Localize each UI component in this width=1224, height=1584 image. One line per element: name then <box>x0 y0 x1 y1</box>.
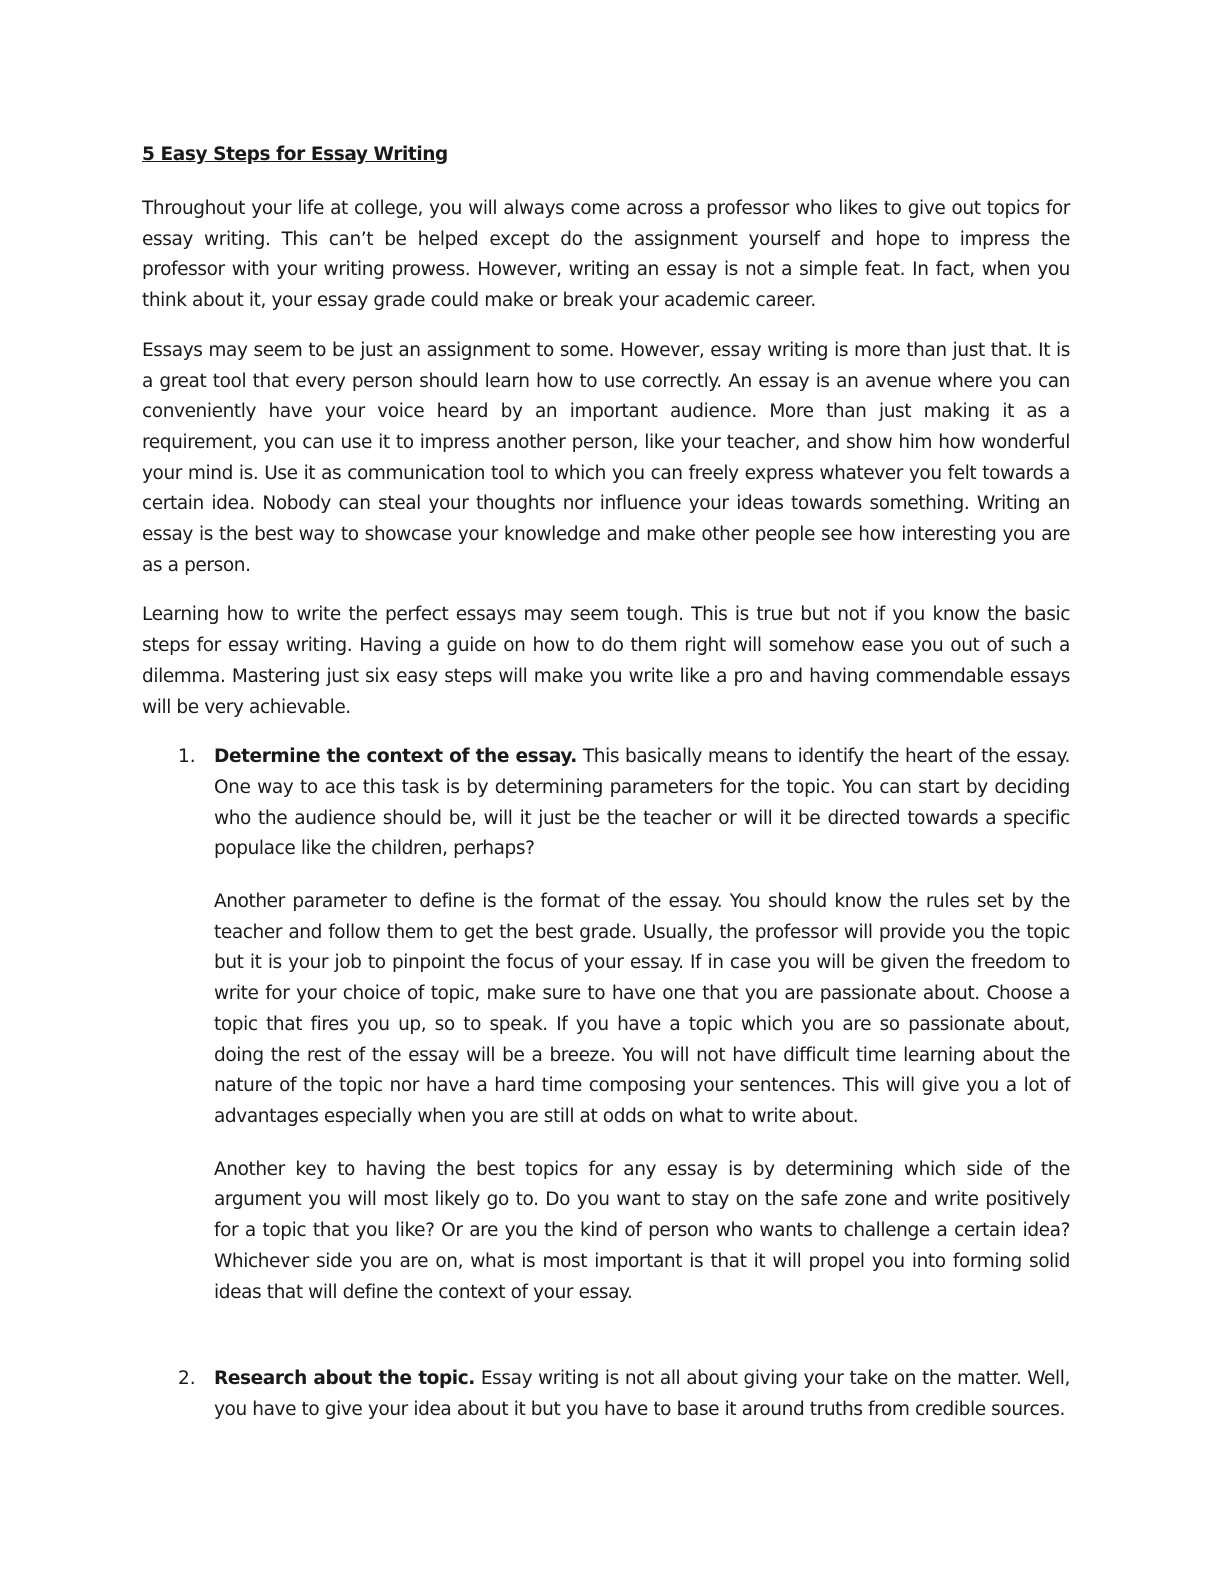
intro-paragraph-1: Throughout your life at college, you will always come across a professor who likes to give out topics for essay writing. This can’t be helped except do the assignment yourself and hope to impress the professor with your writing prowess. However, writing an essay is not a simple feat. In fact, when you think about it, your essay grade could make or break your academic career. <box>142 198 1070 312</box>
document-page <box>142 140 1070 1448</box>
step-lead-text: Essay writing is not all about giving your take on the matter. Well, you have to give your idea about it but you have to base it around truths from credible sources. <box>214 1368 1071 1420</box>
step-item-1 <box>142 742 1070 1308</box>
document-title: 5 Easy Steps for Essay Writing <box>142 144 448 165</box>
step-heading: Research about the topic. <box>214 1368 475 1390</box>
step-heading: Determine the context of the essay. <box>214 746 577 768</box>
step-paragraph: Another key to having the best topics for any essay is by determining which side of the argument you will most likely go to. Do you want to stay on the safe zone and write positively for a topic that you like? Or are you the kind of person who wants to challenge a certain idea? Whichever side you are on, what is most important is that it will propel you into forming solid ideas that will define the context of your essay. <box>214 1158 1070 1303</box>
list-spacer <box>142 1330 1070 1364</box>
intro-paragraph-2: Essays may seem to be just an assignment to some. However, essay writing is more than just that. It is a great tool that every person should learn how to use correctly. An essay is an avenue where you can conveniently have your voice heard by an important audience. More than just making it as a requirement, you can use it to impress another person, like your teacher, and show him how wonderful your mind is. Use it as communication tool to which you can freely express whatever you felt towards a certain idea. Nobody can steal your thoughts nor influence your ideas towards something. Writing an essay is the best way to showcase your knowledge and make other people see how interesting you are as a person. <box>142 339 1070 576</box>
intro-paragraph-3: Learning how to write the perfect essays may seem tough. This is true but not if you know the basic steps for essay writing. Having a guide on how to do them right will somehow ease you out of such a dilemma. Mastering just six easy steps will make you write like a pro and having commendable essays will be very achievable. <box>142 604 1070 718</box>
step-item-2 <box>142 1364 1070 1425</box>
step-number: 1. <box>178 746 196 768</box>
step-lead-text: This basically means to identify the heart of the essay. One way to ace this task is by determining parameters for the topic. You can start by deciding who the audience should be, will it just be the teacher or will it be directed towards a specific populace like the children, perhaps? <box>214 746 1070 860</box>
steps-list <box>142 742 1070 1425</box>
step-lead-paragraph <box>214 742 1070 865</box>
step-paragraph: Another parameter to define is the format of the essay. You should know the rules set by the teacher and follow them to get the best grade. Usually, the professor will provide you the topic but it is your job to pinpoint the focus of your essay. If in case you will be given the freedom to write for your choice of topic, make sure to have one that you are passionate about. Choose a topic that fires you up, so to speak. If you have a topic which you are so passionate about, doing the rest of the essay will be a breeze. You will not have difficult time learning about the nature of the topic nor have a hard time composing your sentences. This will give you a lot of advantages especially when you are still at odds on what to write about. <box>214 891 1070 1127</box>
step-lead-paragraph <box>214 1364 1070 1425</box>
step-number: 2. <box>178 1368 196 1390</box>
